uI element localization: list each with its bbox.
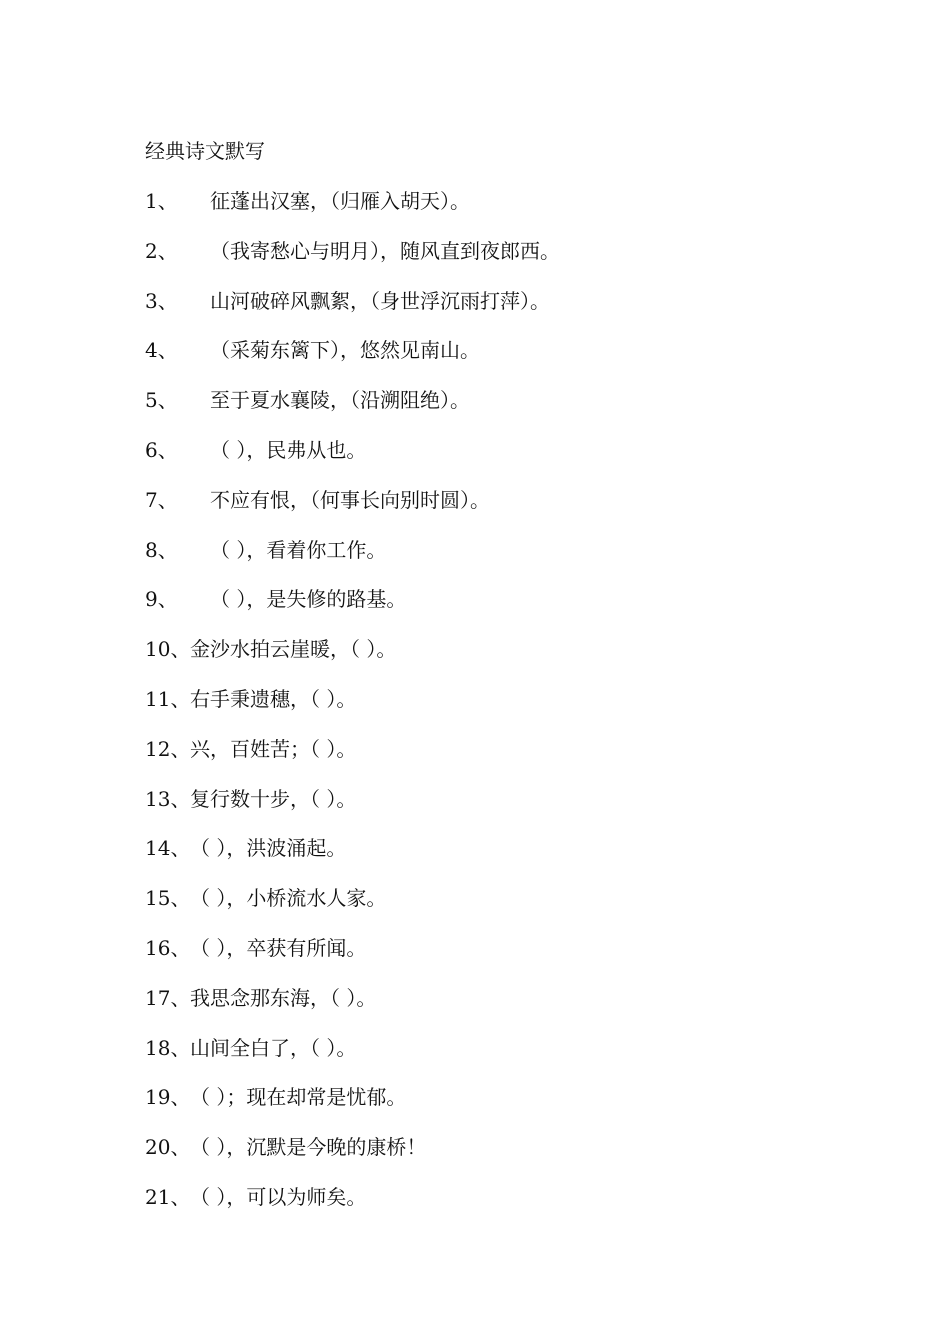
item-text: 至于夏水襄陵，（沿溯阻绝）。 [210, 388, 470, 413]
item-number: 10、 [145, 637, 191, 662]
item-text: （ ），小桥流水人家。 [190, 886, 387, 911]
item-number: 13、 [145, 786, 191, 811]
item-text: （我寄愁心与明月），随风直到夜郎西。 [210, 238, 560, 263]
list-item [0, 934, 950, 984]
list-item [0, 1183, 950, 1233]
list-item [0, 735, 950, 785]
item-text: （ ），可以为师矣。 [190, 1184, 367, 1209]
list-item [0, 585, 950, 635]
item-number: 8、 [145, 537, 178, 562]
item-number: 20、 [145, 1135, 191, 1160]
list-item [0, 536, 950, 586]
item-number: 1、 [145, 189, 178, 213]
item-number: 6、 [145, 437, 178, 462]
item-number: 17、 [145, 985, 191, 1010]
item-number: 12、 [145, 736, 191, 761]
item-text: （ ），看着你工作。 [210, 537, 387, 562]
list-item [0, 685, 950, 735]
list-item [0, 386, 950, 436]
list-item [0, 336, 950, 386]
item-text: 山河破碎风飘絮，（身世浮沉雨打萍）。 [210, 288, 550, 313]
item-text: （ ），卒获有所闻。 [190, 935, 367, 960]
list-item [0, 436, 950, 486]
item-text: 我思念那东海，（ ）。 [190, 985, 377, 1010]
item-text: （ ），民弗从也。 [210, 437, 367, 462]
list-item [0, 486, 950, 536]
item-text: 不应有恨，（何事长向别时圆）。 [210, 487, 490, 512]
item-text: （ ）；现在却常是忧郁。 [190, 1085, 407, 1110]
item-text: （ ），洪波涌起。 [190, 836, 347, 861]
list-item [0, 1083, 950, 1133]
item-number: 9、 [145, 587, 178, 612]
item-number: 15、 [145, 886, 191, 911]
item-number: 11、 [145, 686, 191, 711]
item-text: 山间全白了，（ ）。 [190, 1035, 357, 1060]
item-number: 2、 [145, 238, 178, 263]
document-title: 经典诗文默写 [145, 139, 265, 163]
list-item [0, 785, 950, 835]
item-number: 5、 [145, 388, 178, 413]
item-text: （ ），是失修的路基。 [210, 587, 407, 612]
item-text: （ ），沉默是今晚的康桥！ [190, 1135, 427, 1160]
item-number: 4、 [145, 338, 178, 363]
item-number: 19、 [145, 1085, 191, 1110]
item-number: 18、 [145, 1035, 191, 1060]
item-text: 兴，百姓苦；（ ）。 [190, 736, 357, 761]
item-number: 3、 [145, 288, 178, 313]
list-item [0, 884, 950, 934]
item-number: 21、 [145, 1184, 191, 1209]
list-item [0, 1034, 950, 1084]
question-list [0, 187, 950, 1233]
list-item [0, 834, 950, 884]
list-item [0, 237, 950, 287]
list-item [0, 287, 950, 337]
list-item [0, 635, 950, 685]
list-item [0, 984, 950, 1034]
item-text: 复行数十步，（ ）。 [190, 786, 357, 811]
item-number: 16、 [145, 935, 191, 960]
item-number: 14、 [145, 836, 191, 861]
item-text: 征蓬出汉塞，（归雁入胡天）。 [210, 189, 470, 213]
item-text: （采菊东篱下），悠然见南山。 [210, 338, 480, 363]
item-text: 右手秉遗穗，（ ）。 [190, 686, 357, 711]
item-text: 金沙水拍云崖暖，（ ）。 [190, 637, 397, 662]
list-item [0, 1133, 950, 1183]
item-number: 7、 [145, 487, 178, 512]
list-item [0, 187, 950, 237]
